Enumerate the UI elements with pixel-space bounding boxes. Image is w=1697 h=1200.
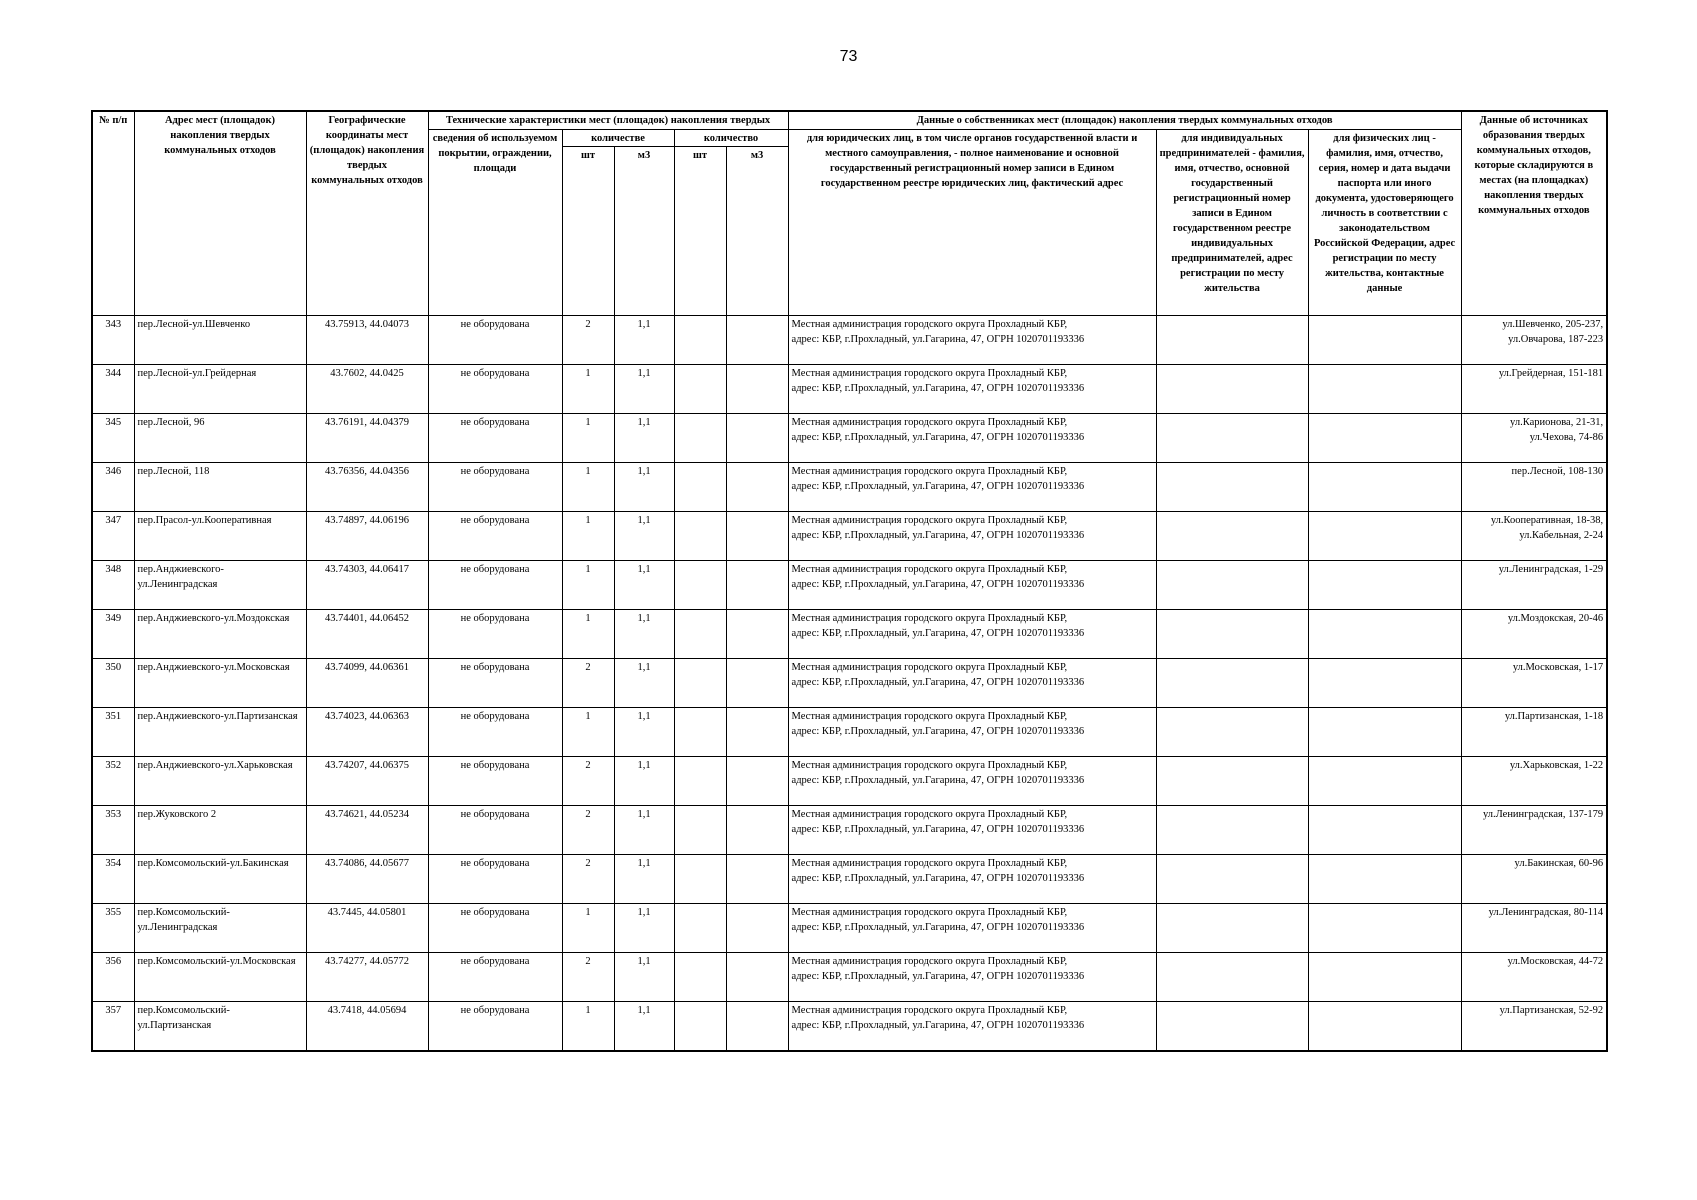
row-qty2-sht: [674, 855, 726, 904]
row-qty2-sht: [674, 904, 726, 953]
row-owner-legal: [788, 1002, 1156, 1052]
owner-line-1: Местная администрация городского округа Прохладный КБР,: [791, 907, 1068, 918]
row-qty2-m3: [726, 463, 788, 512]
row-cover: не оборудована: [428, 659, 562, 708]
row-owner-legal: [788, 757, 1156, 806]
row-qty-sht: 2: [562, 757, 614, 806]
owner-line-2: адрес: КБР, г.Прохладный, ул.Гагарина, 47, ОГРН 1020701193336: [791, 971, 1085, 982]
row-sources: ул.Московская, 44-72: [1461, 953, 1607, 1002]
row-address: пер.Комсомольский-ул.Московская: [134, 953, 306, 1002]
row-sources: ул.Моздокская, 20-46: [1461, 610, 1607, 659]
row-address: пер.Анджиевского-ул.Московская: [134, 659, 306, 708]
row-cover: не оборудована: [428, 757, 562, 806]
row-cover: не оборудована: [428, 953, 562, 1002]
row-owner-phys: [1308, 806, 1461, 855]
row-number: 354: [92, 855, 134, 904]
row-number: 346: [92, 463, 134, 512]
row-owner-legal: [788, 904, 1156, 953]
row-owner-legal: [788, 708, 1156, 757]
row-qty-sht: 1: [562, 610, 614, 659]
row-qty-sht: 1: [562, 414, 614, 463]
row-coordinates: 43.76356, 44.04356: [306, 463, 428, 512]
header-m3-2: м3: [726, 147, 788, 316]
table-row: [92, 757, 1607, 806]
row-qty2-sht: [674, 659, 726, 708]
row-cover: не оборудована: [428, 708, 562, 757]
row-coordinates: 43.74621, 44.05234: [306, 806, 428, 855]
row-sources: ул.Ленинградская, 80-114: [1461, 904, 1607, 953]
row-cover: не оборудована: [428, 512, 562, 561]
table-row: [92, 904, 1607, 953]
table-row: [92, 806, 1607, 855]
row-address: пер.Анджиевского-ул.Партизанская: [134, 708, 306, 757]
row-number: 343: [92, 316, 134, 365]
owner-line-2: адрес: КБР, г.Прохладный, ул.Гагарина, 47, ОГРН 1020701193336: [791, 628, 1085, 639]
row-sources: ул.Кооперативная, 18-38, ул.Кабельная, 2-24: [1461, 512, 1607, 561]
row-address: пер.Лесной-ул.Шевченко: [134, 316, 306, 365]
row-owner-legal: [788, 953, 1156, 1002]
row-sources: ул.Грейдерная, 151-181: [1461, 365, 1607, 414]
row-owner-ip: [1156, 806, 1308, 855]
row-address: пер.Лесной, 96: [134, 414, 306, 463]
table-row: [92, 855, 1607, 904]
row-coordinates: 43.74897, 44.06196: [306, 512, 428, 561]
row-qty-m3: 1,1: [614, 855, 674, 904]
row-qty-sht: 1: [562, 463, 614, 512]
row-qty-sht: 2: [562, 855, 614, 904]
row-owner-ip: [1156, 953, 1308, 1002]
row-coordinates: 43.74277, 44.05772: [306, 953, 428, 1002]
row-address: пер.Жуковского 2: [134, 806, 306, 855]
owner-line-1: Местная администрация городского округа Прохладный КБР,: [791, 1005, 1068, 1016]
row-owner-legal: [788, 561, 1156, 610]
row-number: 345: [92, 414, 134, 463]
row-owner-ip: [1156, 316, 1308, 365]
table-row: [92, 365, 1607, 414]
table-row: [92, 316, 1607, 365]
table-row: [92, 610, 1607, 659]
row-qty2-sht: [674, 708, 726, 757]
header-phys: для физических лиц - фамилия, имя, отчество, серия, номер и дата выдачи паспорта или иного документа, удостоверяющего личность в соответствии с законодательством Российской Федерации, адрес регистрации по месту жительства, контактные данные: [1308, 130, 1461, 316]
row-owner-legal: [788, 512, 1156, 561]
row-qty2-sht: [674, 365, 726, 414]
owner-line-2: адрес: КБР, г.Прохладный, ул.Гагарина, 47, ОГРН 1020701193336: [791, 334, 1085, 345]
row-owner-legal: [788, 610, 1156, 659]
row-owner-ip: [1156, 855, 1308, 904]
row-sources: ул.Ленинградская, 137-179: [1461, 806, 1607, 855]
row-cover: не оборудована: [428, 610, 562, 659]
row-number: 355: [92, 904, 134, 953]
owner-line-1: Местная администрация городского округа Прохладный КБР,: [791, 466, 1068, 477]
row-coordinates: 43.74303, 44.06417: [306, 561, 428, 610]
row-qty-m3: 1,1: [614, 659, 674, 708]
row-coordinates: 43.74086, 44.05677: [306, 855, 428, 904]
row-coordinates: 43.7445, 44.05801: [306, 904, 428, 953]
row-address: пер.Анджиевского-ул.Ленинградская: [134, 561, 306, 610]
owner-line-1: Местная администрация городского округа Прохладный КБР,: [791, 956, 1068, 967]
row-qty2-sht: [674, 1002, 726, 1052]
owner-line-1: Местная администрация городского округа Прохладный КБР,: [791, 417, 1068, 428]
register-table: [91, 110, 1608, 1052]
row-cover: не оборудована: [428, 855, 562, 904]
header-sources: Данные об источниках образования твердых коммунальных отходов, которые складируются в местах (на площадках) накопления твердых коммунальных отходов: [1461, 111, 1607, 316]
row-owner-phys: [1308, 561, 1461, 610]
row-qty-m3: 1,1: [614, 757, 674, 806]
owner-line-2: адрес: КБР, г.Прохладный, ул.Гагарина, 47, ОГРН 1020701193336: [791, 1020, 1085, 1031]
row-qty2-m3: [726, 806, 788, 855]
row-qty-sht: 1: [562, 512, 614, 561]
row-owner-ip: [1156, 561, 1308, 610]
row-owner-phys: [1308, 1002, 1461, 1052]
header-sht: шт: [562, 147, 614, 316]
row-address: пер.Анджиевского-ул.Харьковская: [134, 757, 306, 806]
row-address: пер.Прасол-ул.Кооперативная: [134, 512, 306, 561]
row-qty-sht: 1: [562, 365, 614, 414]
row-coordinates: 43.74207, 44.06375: [306, 757, 428, 806]
row-qty2-m3: [726, 855, 788, 904]
row-qty2-m3: [726, 561, 788, 610]
row-qty2-m3: [726, 659, 788, 708]
row-qty-m3: 1,1: [614, 806, 674, 855]
row-qty2-m3: [726, 365, 788, 414]
owner-line-2: адрес: КБР, г.Прохладный, ул.Гагарина, 47, ОГРН 1020701193336: [791, 579, 1085, 590]
owner-line-1: Местная администрация городского округа Прохладный КБР,: [791, 613, 1068, 624]
row-qty2-sht: [674, 316, 726, 365]
header-qty2: количество: [674, 130, 788, 147]
row-owner-phys: [1308, 365, 1461, 414]
owner-line-2: адрес: КБР, г.Прохладный, ул.Гагарина, 47, ОГРН 1020701193336: [791, 775, 1085, 786]
owner-line-1: Местная администрация городского округа Прохладный КБР,: [791, 368, 1068, 379]
row-qty-m3: 1,1: [614, 953, 674, 1002]
row-owner-legal: [788, 414, 1156, 463]
row-qty-sht: 1: [562, 904, 614, 953]
row-qty-m3: 1,1: [614, 610, 674, 659]
row-address: пер.Анджиевского-ул.Моздокская: [134, 610, 306, 659]
row-qty2-sht: [674, 512, 726, 561]
row-sources: ул.Бакинская, 60-96: [1461, 855, 1607, 904]
header-qty: количестве: [562, 130, 674, 147]
row-owner-phys: [1308, 757, 1461, 806]
row-qty2-m3: [726, 1002, 788, 1052]
row-cover: не оборудована: [428, 365, 562, 414]
header-tech: Технические характеристики мест (площадок) накопления твердых: [428, 111, 788, 130]
owner-line-1: Местная администрация городского округа Прохладный КБР,: [791, 564, 1068, 575]
row-sources: ул.Шевченко, 205-237, ул.Овчарова, 187-223: [1461, 316, 1607, 365]
row-number: 344: [92, 365, 134, 414]
header-address: Адрес мест (площадок) накопления твердых коммунальных отходов: [134, 111, 306, 316]
row-number: 353: [92, 806, 134, 855]
row-owner-ip: [1156, 414, 1308, 463]
owner-line-2: адрес: КБР, г.Прохладный, ул.Гагарина, 47, ОГРН 1020701193336: [791, 432, 1085, 443]
row-owner-legal: [788, 463, 1156, 512]
row-qty-m3: 1,1: [614, 463, 674, 512]
row-coordinates: 43.74401, 44.06452: [306, 610, 428, 659]
table-row: [92, 561, 1607, 610]
row-qty2-sht: [674, 610, 726, 659]
row-number: 357: [92, 1002, 134, 1052]
row-coordinates: 43.7602, 44.0425: [306, 365, 428, 414]
row-owner-phys: [1308, 463, 1461, 512]
row-cover: не оборудована: [428, 806, 562, 855]
row-qty-sht: 2: [562, 659, 614, 708]
row-qty-sht: 2: [562, 953, 614, 1002]
row-address: пер.Лесной-ул.Грейдерная: [134, 365, 306, 414]
row-owner-phys: [1308, 512, 1461, 561]
owner-line-1: Местная администрация городского округа Прохладный КБР,: [791, 760, 1068, 771]
owner-line-1: Местная администрация городского округа Прохладный КБР,: [791, 858, 1068, 869]
owner-line-1: Местная администрация городского округа Прохладный КБР,: [791, 515, 1068, 526]
row-address: пер.Лесной, 118: [134, 463, 306, 512]
row-cover: не оборудована: [428, 414, 562, 463]
owner-line-2: адрес: КБР, г.Прохладный, ул.Гагарина, 47, ОГРН 1020701193336: [791, 873, 1085, 884]
row-owner-phys: [1308, 414, 1461, 463]
row-sources: ул.Ленинградская, 1-29: [1461, 561, 1607, 610]
row-qty-sht: 2: [562, 316, 614, 365]
row-qty-m3: 1,1: [614, 708, 674, 757]
row-sources: ул.Партизанская, 1-18: [1461, 708, 1607, 757]
header-tech-cover: сведения об используемом покрытии, ограждении, площади: [428, 130, 562, 316]
row-cover: не оборудована: [428, 561, 562, 610]
row-owner-ip: [1156, 463, 1308, 512]
row-qty-m3: 1,1: [614, 316, 674, 365]
row-sources: ул.Партизанская, 52-92: [1461, 1002, 1607, 1052]
row-owner-phys: [1308, 855, 1461, 904]
row-owner-phys: [1308, 708, 1461, 757]
row-qty2-m3: [726, 610, 788, 659]
row-cover: не оборудована: [428, 904, 562, 953]
page-number: 73: [839, 48, 858, 65]
row-owner-phys: [1308, 904, 1461, 953]
table-row: [92, 708, 1607, 757]
owner-line-2: адрес: КБР, г.Прохладный, ул.Гагарина, 47, ОГРН 1020701193336: [791, 383, 1085, 394]
row-owner-ip: [1156, 1002, 1308, 1052]
row-sources: ул.Харьковская, 1-22: [1461, 757, 1607, 806]
row-sources: пер.Лесной, 108-130: [1461, 463, 1607, 512]
header-legal: для юридических лиц, в том числе органов государственной власти и местного самоуправления, - полное наименование и основной государственный регистрационный номер записи в Едином государственном реестре юридических лиц, фактический адрес: [788, 130, 1156, 316]
owner-line-1: Местная администрация городского округа Прохладный КБР,: [791, 319, 1068, 330]
owner-line-2: адрес: КБР, г.Прохладный, ул.Гагарина, 47, ОГРН 1020701193336: [791, 481, 1085, 492]
row-owner-ip: [1156, 365, 1308, 414]
row-owner-legal: [788, 659, 1156, 708]
row-qty2-m3: [726, 953, 788, 1002]
row-coordinates: 43.74099, 44.06361: [306, 659, 428, 708]
table-row: [92, 659, 1607, 708]
owner-line-2: адрес: КБР, г.Прохладный, ул.Гагарина, 47, ОГРН 1020701193336: [791, 922, 1085, 933]
row-qty2-m3: [726, 708, 788, 757]
row-qty2-m3: [726, 904, 788, 953]
row-qty-m3: 1,1: [614, 414, 674, 463]
row-qty2-sht: [674, 463, 726, 512]
header-num: № п/п: [92, 111, 134, 316]
row-qty-m3: 1,1: [614, 1002, 674, 1052]
row-qty-m3: 1,1: [614, 561, 674, 610]
row-qty2-m3: [726, 512, 788, 561]
row-owner-ip: [1156, 610, 1308, 659]
row-qty2-m3: [726, 757, 788, 806]
header-ip: для индивидуальных предпринимателей - фамилия, имя, отчество, основной государственный регистрационный номер записи в Едином государственном реестре индивидуальных предпринимателей, адрес регистрации по месту жительства: [1156, 130, 1308, 316]
row-sources: ул.Карионова, 21-31, ул.Чехова, 74-86: [1461, 414, 1607, 463]
row-qty2-sht: [674, 414, 726, 463]
row-address: пер.Комсомольский-ул.Партизанская: [134, 1002, 306, 1052]
row-qty2-sht: [674, 757, 726, 806]
owner-line-2: адрес: КБР, г.Прохладный, ул.Гагарина, 47, ОГРН 1020701193336: [791, 530, 1085, 541]
row-cover: не оборудована: [428, 1002, 562, 1052]
header-m3: м3: [614, 147, 674, 316]
row-qty2-sht: [674, 561, 726, 610]
row-owner-ip: [1156, 659, 1308, 708]
table-row: [92, 953, 1607, 1002]
row-coordinates: 43.74023, 44.06363: [306, 708, 428, 757]
row-number: 350: [92, 659, 134, 708]
row-qty2-m3: [726, 316, 788, 365]
table-row: [92, 463, 1607, 512]
header-sht2: шт: [674, 147, 726, 316]
row-number: 347: [92, 512, 134, 561]
row-qty2-sht: [674, 953, 726, 1002]
row-qty-sht: 1: [562, 561, 614, 610]
row-coordinates: 43.76191, 44.04379: [306, 414, 428, 463]
row-number: 349: [92, 610, 134, 659]
row-coordinates: 43.75913, 44.04073: [306, 316, 428, 365]
row-owner-ip: [1156, 708, 1308, 757]
row-owner-phys: [1308, 659, 1461, 708]
row-owner-legal: [788, 806, 1156, 855]
row-owner-phys: [1308, 953, 1461, 1002]
row-owner-legal: [788, 365, 1156, 414]
row-cover: не оборудована: [428, 463, 562, 512]
row-number: 351: [92, 708, 134, 757]
row-number: 352: [92, 757, 134, 806]
row-owner-ip: [1156, 904, 1308, 953]
owner-line-1: Местная администрация городского округа Прохладный КБР,: [791, 662, 1068, 673]
row-qty-m3: 1,1: [614, 512, 674, 561]
row-qty-m3: 1,1: [614, 365, 674, 414]
owner-line-2: адрес: КБР, г.Прохладный, ул.Гагарина, 47, ОГРН 1020701193336: [791, 677, 1085, 688]
row-qty-m3: 1,1: [614, 904, 674, 953]
row-qty2-sht: [674, 806, 726, 855]
row-qty-sht: 1: [562, 708, 614, 757]
row-number: 356: [92, 953, 134, 1002]
owner-line-1: Местная администрация городского округа Прохладный КБР,: [791, 711, 1068, 722]
row-cover: не оборудована: [428, 316, 562, 365]
row-owner-ip: [1156, 512, 1308, 561]
header-coords: Географические координаты мест (площадок) накопления твердых коммунальных отходов: [306, 111, 428, 316]
row-owner-ip: [1156, 757, 1308, 806]
row-qty-sht: 1: [562, 1002, 614, 1052]
table-row: [92, 414, 1607, 463]
owner-line-2: адрес: КБР, г.Прохладный, ул.Гагарина, 47, ОГРН 1020701193336: [791, 824, 1085, 835]
row-sources: ул.Московская, 1-17: [1461, 659, 1607, 708]
table-row: [92, 1002, 1607, 1052]
row-qty2-m3: [726, 414, 788, 463]
row-owner-phys: [1308, 316, 1461, 365]
row-owner-legal: [788, 316, 1156, 365]
row-owner-legal: [788, 855, 1156, 904]
row-coordinates: 43.7418, 44.05694: [306, 1002, 428, 1052]
table-row: [92, 512, 1607, 561]
row-owner-phys: [1308, 610, 1461, 659]
owner-line-1: Местная администрация городского округа Прохладный КБР,: [791, 809, 1068, 820]
owner-line-2: адрес: КБР, г.Прохладный, ул.Гагарина, 47, ОГРН 1020701193336: [791, 726, 1085, 737]
row-number: 348: [92, 561, 134, 610]
header-owners: Данные о собственниках мест (площадок) накопления твердых коммунальных отходов: [788, 111, 1461, 130]
row-address: пер.Комсомольский-ул.Бакинская: [134, 855, 306, 904]
row-qty-sht: 2: [562, 806, 614, 855]
row-address: пер.Комсомольский-ул.Ленинградская: [134, 904, 306, 953]
